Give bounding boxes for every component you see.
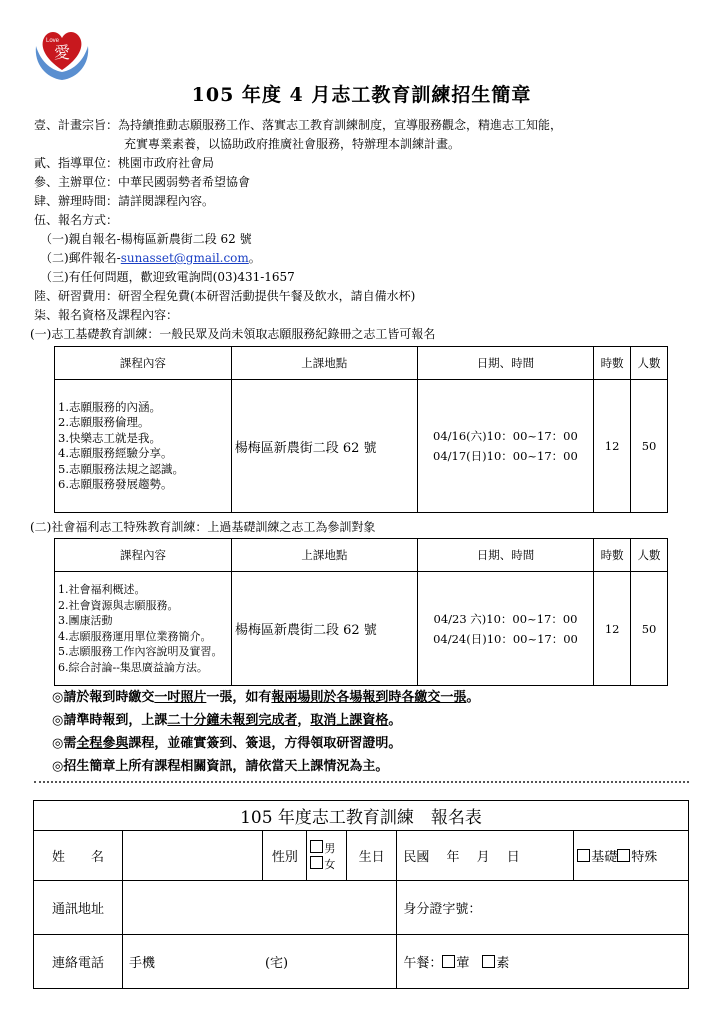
list-item: 2.社會資源與志願服務。 xyxy=(58,598,179,612)
list-item: 6.志願服務發展趨勢。 xyxy=(58,477,173,491)
header-location: 上課地點 xyxy=(231,347,417,380)
section-signup: 伍、報名方式： xyxy=(34,213,119,227)
id-field[interactable] xyxy=(397,881,689,935)
notice-attendance: ◎需全程參與課程，並確實簽到、簽退，方得領取研習證明。 xyxy=(52,736,402,751)
checkbox-icon xyxy=(442,955,455,968)
course2-heading: (二)社會福利志工特殊教育訓練：上過基礎訓練之志工為參訓對象 xyxy=(30,520,376,534)
form-title: 105 年度志工教育訓練 報名表 xyxy=(34,801,689,831)
header-content: 課程內容 xyxy=(55,347,232,380)
course2-dates: 04/23 六)10：00~17：00 04/24(日)10：00~17：00 xyxy=(417,572,593,686)
gender-female-option[interactable]: 女 xyxy=(310,856,343,872)
list-item: 3.團康活動 xyxy=(58,614,113,627)
header-people: 人數 xyxy=(631,347,668,380)
mobile-label: 手機 xyxy=(128,956,155,971)
address-label: 通訊地址 xyxy=(34,881,123,935)
gender-label: 性別 xyxy=(263,831,307,881)
course1-items xyxy=(55,380,232,513)
list-item: 3.快樂志工就是我。 xyxy=(58,430,161,445)
course2-location: 楊梅區新農街二段 62 號 xyxy=(231,572,417,686)
course-basic-option[interactable]: 基礎 xyxy=(577,850,617,865)
notice-info: ◎招生簡章上所有課程相關資訊，請依當天上課情況為主。 xyxy=(52,759,389,774)
course1-people: 50 xyxy=(631,380,668,513)
section-courses: 柒、報名資格及課程內容： xyxy=(34,308,179,322)
lunch-field xyxy=(397,935,689,989)
logo-love-text: Love xyxy=(46,38,60,44)
page-title: 105 年度 4 月志工教育訓練招生簡章 xyxy=(191,84,532,106)
association-logo xyxy=(30,20,94,84)
checkbox-icon xyxy=(617,849,630,862)
list-item: 4.志願服務運用單位業務簡介。 xyxy=(58,629,212,643)
course2-people: 50 xyxy=(631,572,668,686)
course1-dates: 04/16(六)10：00~17：00 04/17(日)10：00~17：00 xyxy=(417,380,593,513)
phone-field[interactable] xyxy=(122,935,396,989)
header-hours: 時數 xyxy=(594,539,631,572)
signup-form xyxy=(33,800,689,989)
gender-male-option[interactable]: 男 xyxy=(310,840,343,856)
list-item: 5.志願服務工作內容說明及實習。 xyxy=(58,645,223,658)
course1-hours: 12 xyxy=(594,380,631,513)
course2-items xyxy=(55,572,232,686)
checkbox-icon xyxy=(482,955,495,968)
cut-line-divider xyxy=(34,781,689,783)
birth-label: 生日 xyxy=(346,831,396,881)
gender-options xyxy=(307,831,347,881)
notice-photo: ◎請於報到時繳交一吋照片一張，如有報兩場則於各場報到時各繳交一張。 xyxy=(52,690,480,705)
header-datetime: 日期、時間 xyxy=(417,539,593,572)
lunch-veg-option[interactable]: 素 xyxy=(482,956,509,971)
course2-hours: 12 xyxy=(594,572,631,686)
home-label: (宅) xyxy=(264,956,289,971)
header-hours: 時數 xyxy=(594,347,631,380)
section-purpose-cont: 充實專業素養，以協助政府推廣社會服務，特辦理本訓練計畫。 xyxy=(124,137,461,151)
name-label: 姓 名 xyxy=(34,831,123,881)
lunch-label: 午餐： xyxy=(403,956,443,971)
email-link[interactable]: sunasset@gmail.com xyxy=(120,251,249,265)
lunch-meat-option[interactable]: 葷 xyxy=(442,956,469,971)
section-fee: 陸、研習費用：研習全程免費(本研習活動提供午餐及飲水，請自備水杯) xyxy=(34,289,416,303)
signup-inperson: （一)親自報名-楊梅區新農街二段 62 號 xyxy=(40,232,252,246)
list-item: 1.社會福利概述。 xyxy=(58,583,146,596)
header-content: 課程內容 xyxy=(55,539,232,572)
section-guidance: 貳、指導單位：桃園市政府社會局 xyxy=(34,156,215,170)
signup-phone: （三)有任何問題，歡迎致電詢問(03)431-1657 xyxy=(40,270,295,284)
checkbox-icon xyxy=(577,849,590,862)
course-special-option[interactable]: 特殊 xyxy=(617,850,657,865)
header-datetime: 日期、時間 xyxy=(417,347,593,380)
course1-table xyxy=(54,346,668,513)
phone-label: 連絡電話 xyxy=(34,935,123,989)
name-field[interactable] xyxy=(122,831,262,881)
id-label: 身分證字號： xyxy=(403,902,482,917)
notice-punctual: ◎請準時報到，上課二十分鐘未報到完成者，取消上課資格。 xyxy=(52,713,402,728)
course-type-options xyxy=(574,831,689,881)
birth-field[interactable]: 民國 年 月 日 xyxy=(397,831,574,881)
signup-email: （二)郵件報名-sunasset@gmail.com。 xyxy=(40,251,261,265)
checkbox-icon xyxy=(310,840,323,853)
list-item: 1.志願服務的內涵。 xyxy=(58,399,161,414)
section-purpose: 壹、計畫宗旨：為持續推動志願服務工作、落實志工教育訓練制度，宣導服務觀念，精進志工知能， xyxy=(34,118,563,132)
section-time: 肆、辦理時間：請詳閱課程內容。 xyxy=(34,194,215,208)
list-item: 6.綜合討論--集思廣益論方法。 xyxy=(58,660,208,674)
logo-glyph: 愛 xyxy=(54,43,71,62)
course2-table xyxy=(54,538,668,686)
list-item: 5.志願服務法規之認識。 xyxy=(58,461,184,476)
header-location: 上課地點 xyxy=(231,539,417,572)
section-organizer: 參、主辦單位：中華民國弱勢者希望協會 xyxy=(34,175,251,189)
header-people: 人數 xyxy=(631,539,668,572)
address-field[interactable] xyxy=(122,881,396,935)
list-item: 4.志願服務經驗分享。 xyxy=(58,446,173,460)
course1-location: 楊梅區新農街二段 62 號 xyxy=(231,380,417,513)
list-item: 2.志願服務倫理。 xyxy=(58,415,150,429)
course1-heading: (一)志工基礎教育訓練：一般民眾及尚未領取志願服務紀錄冊之志工皆可報名 xyxy=(30,327,436,341)
checkbox-icon xyxy=(310,856,323,869)
